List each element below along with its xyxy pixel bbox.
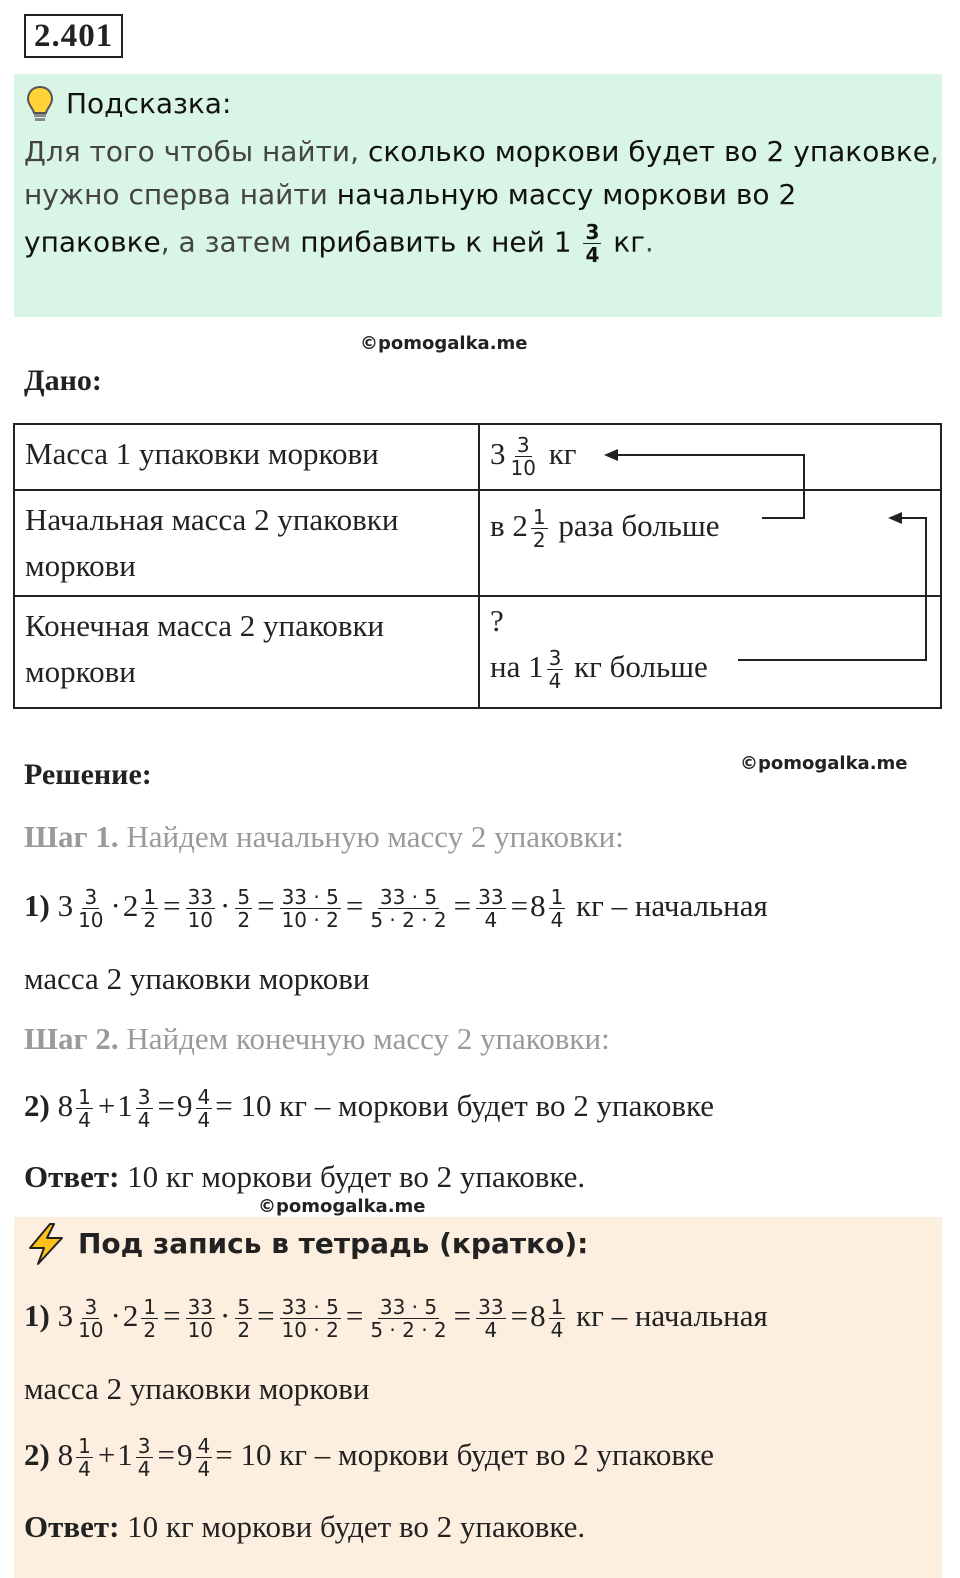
fraction: $\frac{1}{4}$ <box>550 1295 564 1343</box>
fraction: $\frac{33 \cdot 5}{5 \cdot 2 \cdot 2}$ <box>370 885 447 933</box>
fraction: $\frac{1}{4}$ <box>78 1085 91 1133</box>
calc-line-2: 2) 8 $\frac{1}{4}$ +1 $\frac{3}{4}$ =9 $\frac{4}{4}$ = 10 кг – моркови будет во 2 упаковке <box>24 1085 715 1133</box>
hint-emphasis: сколько моркови будет во 2 упаковке <box>367 135 930 168</box>
fraction: $\frac{4}{4}$ <box>197 1434 211 1482</box>
fraction: $\frac{3}{4}$ <box>548 646 562 694</box>
fraction: $\frac{5}{2}$ <box>237 1295 251 1343</box>
hint-emphasis: упаковке <box>24 225 161 259</box>
hint-text: . <box>644 225 654 259</box>
relation-arrows <box>0 0 960 720</box>
hint-emphasis: начальную массу моркови во 2 <box>336 178 797 211</box>
calc-line-1-short: 1) 3 $\frac{3}{10}$ ·2 $\frac{1}{2}$ = $\frac{33}{10}$ · $\frac{5}{2}$ = $\frac{33 \cdot 5}{10 \cdot 2}$ = $\frac{33 \cdot 5}{5 \cdot 2 \cdot 2}$ = $\frac{33}{4}$ =8 $\frac{1}{4}$ кг – начальная <box>24 1295 768 1343</box>
fraction: $\frac{1}{2}$ <box>532 505 546 553</box>
fraction: $\frac{33}{4}$ <box>478 1295 504 1343</box>
answer-short: Ответ: 10 кг моркови будет во 2 упаковке. <box>24 1509 586 1544</box>
given-label: Начальная масса 2 упаковки моркови <box>14 490 479 596</box>
given-value: в 2 $\frac{1}{2}$ раза больше <box>479 490 941 596</box>
calc-line-2-short: 2) 8 $\frac{1}{4}$ +1 $\frac{3}{4}$ =9 $\frac{4}{4}$ = 10 кг – моркови будет во 2 упаковке <box>24 1434 715 1482</box>
fraction: $\frac{1}{2}$ <box>143 1295 157 1343</box>
watermark: ©pomogalka.me <box>360 333 528 354</box>
fraction: $\frac{3}{10}$ <box>510 433 536 481</box>
fraction: $\frac{33 \cdot 5}{10 \cdot 2}$ <box>281 1295 339 1343</box>
given-label: Конечная масса 2 упаковки моркови <box>14 596 479 708</box>
hint-text: Для того чтобы найти, <box>24 135 368 168</box>
answer: Ответ: 10 кг моркови будет во 2 упаковке. <box>24 1159 586 1194</box>
hint-text: нужно сперва найти <box>24 178 337 211</box>
arrowhead-icon <box>604 449 618 461</box>
fraction: $\frac{1}{2}$ <box>143 885 157 933</box>
calc-line-1-cont: масса 2 упаковки моркови <box>24 961 370 996</box>
arrow-line <box>738 518 926 660</box>
watermark: ©pomogalka.me <box>740 753 908 774</box>
step-1: Шаг 1. Найдем начальную массу 2 упаковки: <box>24 819 624 854</box>
fraction: $\frac{3}{4}$ <box>585 220 600 267</box>
solution-heading: Решение: <box>24 758 152 791</box>
fraction: $\frac{4}{4}$ <box>197 1085 211 1133</box>
fraction: $\frac{1}{4}$ <box>78 1434 91 1482</box>
hint-emphasis: кг <box>604 225 645 259</box>
hint-text: , <box>930 135 939 168</box>
watermark: ©pomogalka.me <box>258 1196 426 1217</box>
arrow-line <box>612 455 804 518</box>
calc-line-1-short-cont: масса 2 упаковки моркови <box>24 1371 370 1406</box>
task-number: 2.401 <box>24 14 123 58</box>
hint-text: , а затем <box>160 225 301 259</box>
hint-emphasis: прибавить к ней 1 <box>300 225 572 259</box>
step-2: Шаг 2. Найдем конечную массу 2 упаковки: <box>24 1021 610 1056</box>
hint-title: Подсказка: <box>66 87 232 120</box>
arrowhead-icon <box>888 512 902 524</box>
fraction: $\frac{33}{10}$ <box>187 885 214 933</box>
fraction: $\frac{33 \cdot 5}{10 \cdot 2}$ <box>281 885 339 933</box>
fraction: $\frac{5}{2}$ <box>237 885 251 933</box>
fraction: $\frac{3}{10}$ <box>78 885 104 933</box>
given-value: ? на 1 $\frac{3}{4}$ кг больше <box>479 596 941 708</box>
fraction: $\frac{33}{4}$ <box>478 885 504 933</box>
given-value: 3 $\frac{3}{10}$ кг <box>479 424 941 490</box>
given-heading: Дано: <box>24 364 102 397</box>
notebook-title-row <box>24 1222 588 1266</box>
fraction: $\frac{1}{4}$ <box>550 885 564 933</box>
fraction: $\frac{33 \cdot 5}{5 \cdot 2 \cdot 2}$ <box>370 1295 447 1343</box>
lightning-icon <box>24 1222 68 1266</box>
fraction: $\frac{3}{4}$ <box>137 1434 151 1482</box>
notebook-title: Под запись в тетрадь (кратко): <box>78 1227 589 1260</box>
fraction: $\frac{3}{4}$ <box>137 1085 151 1133</box>
given-label: Масса 1 упаковки моркови <box>14 424 479 490</box>
fraction: $\frac{3}{10}$ <box>78 1295 104 1343</box>
fraction: $\frac{33}{10}$ <box>187 1295 214 1343</box>
calc-line-1: 1) 3 $\frac{3}{10}$ ·2 $\frac{1}{2}$ = $\frac{33}{10}$ · $\frac{5}{2}$ = $\frac{33 \cdot 5}{10 \cdot 2}$ = $\frac{33 \cdot 5}{5 \cdot 2 \cdot 2}$ = $\frac{33}{4}$ =8 $\frac{1}{4}$ кг – начальная <box>24 885 768 933</box>
